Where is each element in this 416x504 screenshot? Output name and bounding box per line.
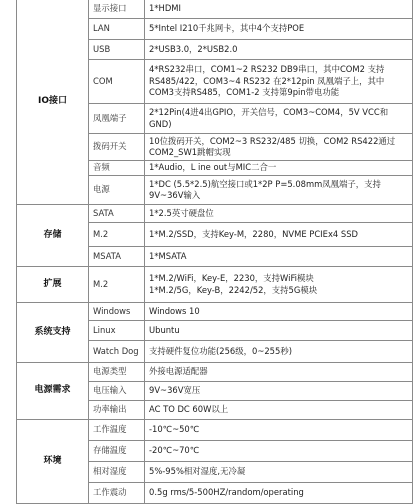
row-label-windows: Windows: [89, 303, 145, 321]
category-storage: 存储: [17, 205, 89, 267]
row-label-psu-type: 电源类型: [89, 363, 145, 382]
row-value-lan: 5*Intel I210千兆网卡，其中4个支持POE: [145, 19, 413, 40]
row-label-lan: LAN: [89, 19, 145, 40]
category-env: 环境: [17, 420, 89, 504]
row-label-linux: Linux: [89, 321, 145, 341]
row-value-psu-type: 外接电源适配器: [145, 363, 413, 382]
row-label-vibration: 工作震动: [89, 483, 145, 504]
row-label-psu-input: 电压输入: [89, 382, 145, 401]
category-power: 电源需求: [17, 363, 89, 420]
row-label-dip: 拨码开关: [89, 134, 145, 161]
table-row: [17, 267, 413, 303]
row-label-temp-store: 存储温度: [89, 441, 145, 462]
spec-table: [16, 0, 413, 504]
table-row: [17, 0, 413, 19]
row-label-m2-exp: M.2: [89, 267, 145, 303]
row-value-msata: 1*MSATA: [145, 247, 413, 267]
row-value-power: 1*DC (5.5*2.5)航空接口或1*2P P=5.08mm凤凰端子，支持9V~36V输入: [145, 176, 413, 205]
row-value-m2-storage: 1*M.2/SSD，支持Key-M，2280，NVME PCIEx4 SSD: [145, 223, 413, 247]
table-row: [17, 205, 413, 223]
row-label-audio: 音频: [89, 161, 145, 176]
row-value-dip: 10位拨码开关，COM2~3 RS232/485 切换，COM2 RS422通过COM2_SW1跳帽实现: [145, 134, 413, 161]
row-value-temp-op: -10℃~50℃: [145, 420, 413, 441]
row-value-sata: 1*2.5英寸硬盘位: [145, 205, 413, 223]
row-label-power: 电源: [89, 176, 145, 205]
category-expansion: 扩展: [17, 267, 89, 303]
table-row: [17, 363, 413, 382]
row-label-m2-storage: M.2: [89, 223, 145, 247]
category-system: 系统支持: [17, 303, 89, 363]
row-label-psu-output: 功率输出: [89, 401, 145, 420]
row-value-temp-store: -20℃~70℃: [145, 441, 413, 462]
row-label-sata: SATA: [89, 205, 145, 223]
row-label-temp-op: 工作温度: [89, 420, 145, 441]
row-label-phoenix: 凤凰端子: [89, 104, 145, 134]
row-value-audio: 1*Audio，L ine out与MIC二合一: [145, 161, 413, 176]
row-value-vibration: 0.5g rms/5-500HZ/random/operating: [145, 483, 413, 504]
table-row: [17, 303, 413, 321]
category-io: IO接口: [17, 0, 89, 205]
row-label-usb: USB: [89, 40, 145, 60]
row-label-humidity: 相对湿度: [89, 462, 145, 483]
row-value-m2-exp: [145, 267, 413, 303]
table-row: [17, 420, 413, 441]
row-label-display: 显示接口: [89, 0, 145, 19]
row-value-humidity: 5%-95%相对湿度,无冷凝: [145, 462, 413, 483]
row-value-windows: Windows 10: [145, 303, 413, 321]
row-value-psu-input: 9V~36V宽压: [145, 382, 413, 401]
row-value-phoenix: 2*12Pin(4进4出GPIO，开关信号，COM3~COM4，5V VCC和GND): [145, 104, 413, 134]
row-label-msata: MSATA: [89, 247, 145, 267]
row-value-com: 4*RS232串口，COM1~2 RS232 DB9串口，其中COM2 支持RS485/422，COM3~4 RS232 在2*12pin 凤凰端子上，其中COM3支持RS485，COM1-2 支持第9pin带电功能: [145, 60, 413, 104]
row-value-usb: 2*USB3.0，2*USB2.0: [145, 40, 413, 60]
row-value-display: 1*HDMI: [145, 0, 413, 19]
row-value-psu-output: AC TO DC 60W以上: [145, 401, 413, 420]
row-value-linux: Ubuntu: [145, 321, 413, 341]
row-label-com: COM: [89, 60, 145, 104]
row-label-watchdog: Watch Dog: [89, 341, 145, 363]
m2-wifi-line: 1*M.2/WiFi，Key-E，2230，支持WiFi模块: [149, 273, 314, 283]
m2-5g-line: 1*M.2/5G，Key-B，2242/52，支持5G模块: [149, 284, 318, 295]
row-value-watchdog: 支持硬件复位功能(256级，0~255秒): [145, 341, 413, 363]
